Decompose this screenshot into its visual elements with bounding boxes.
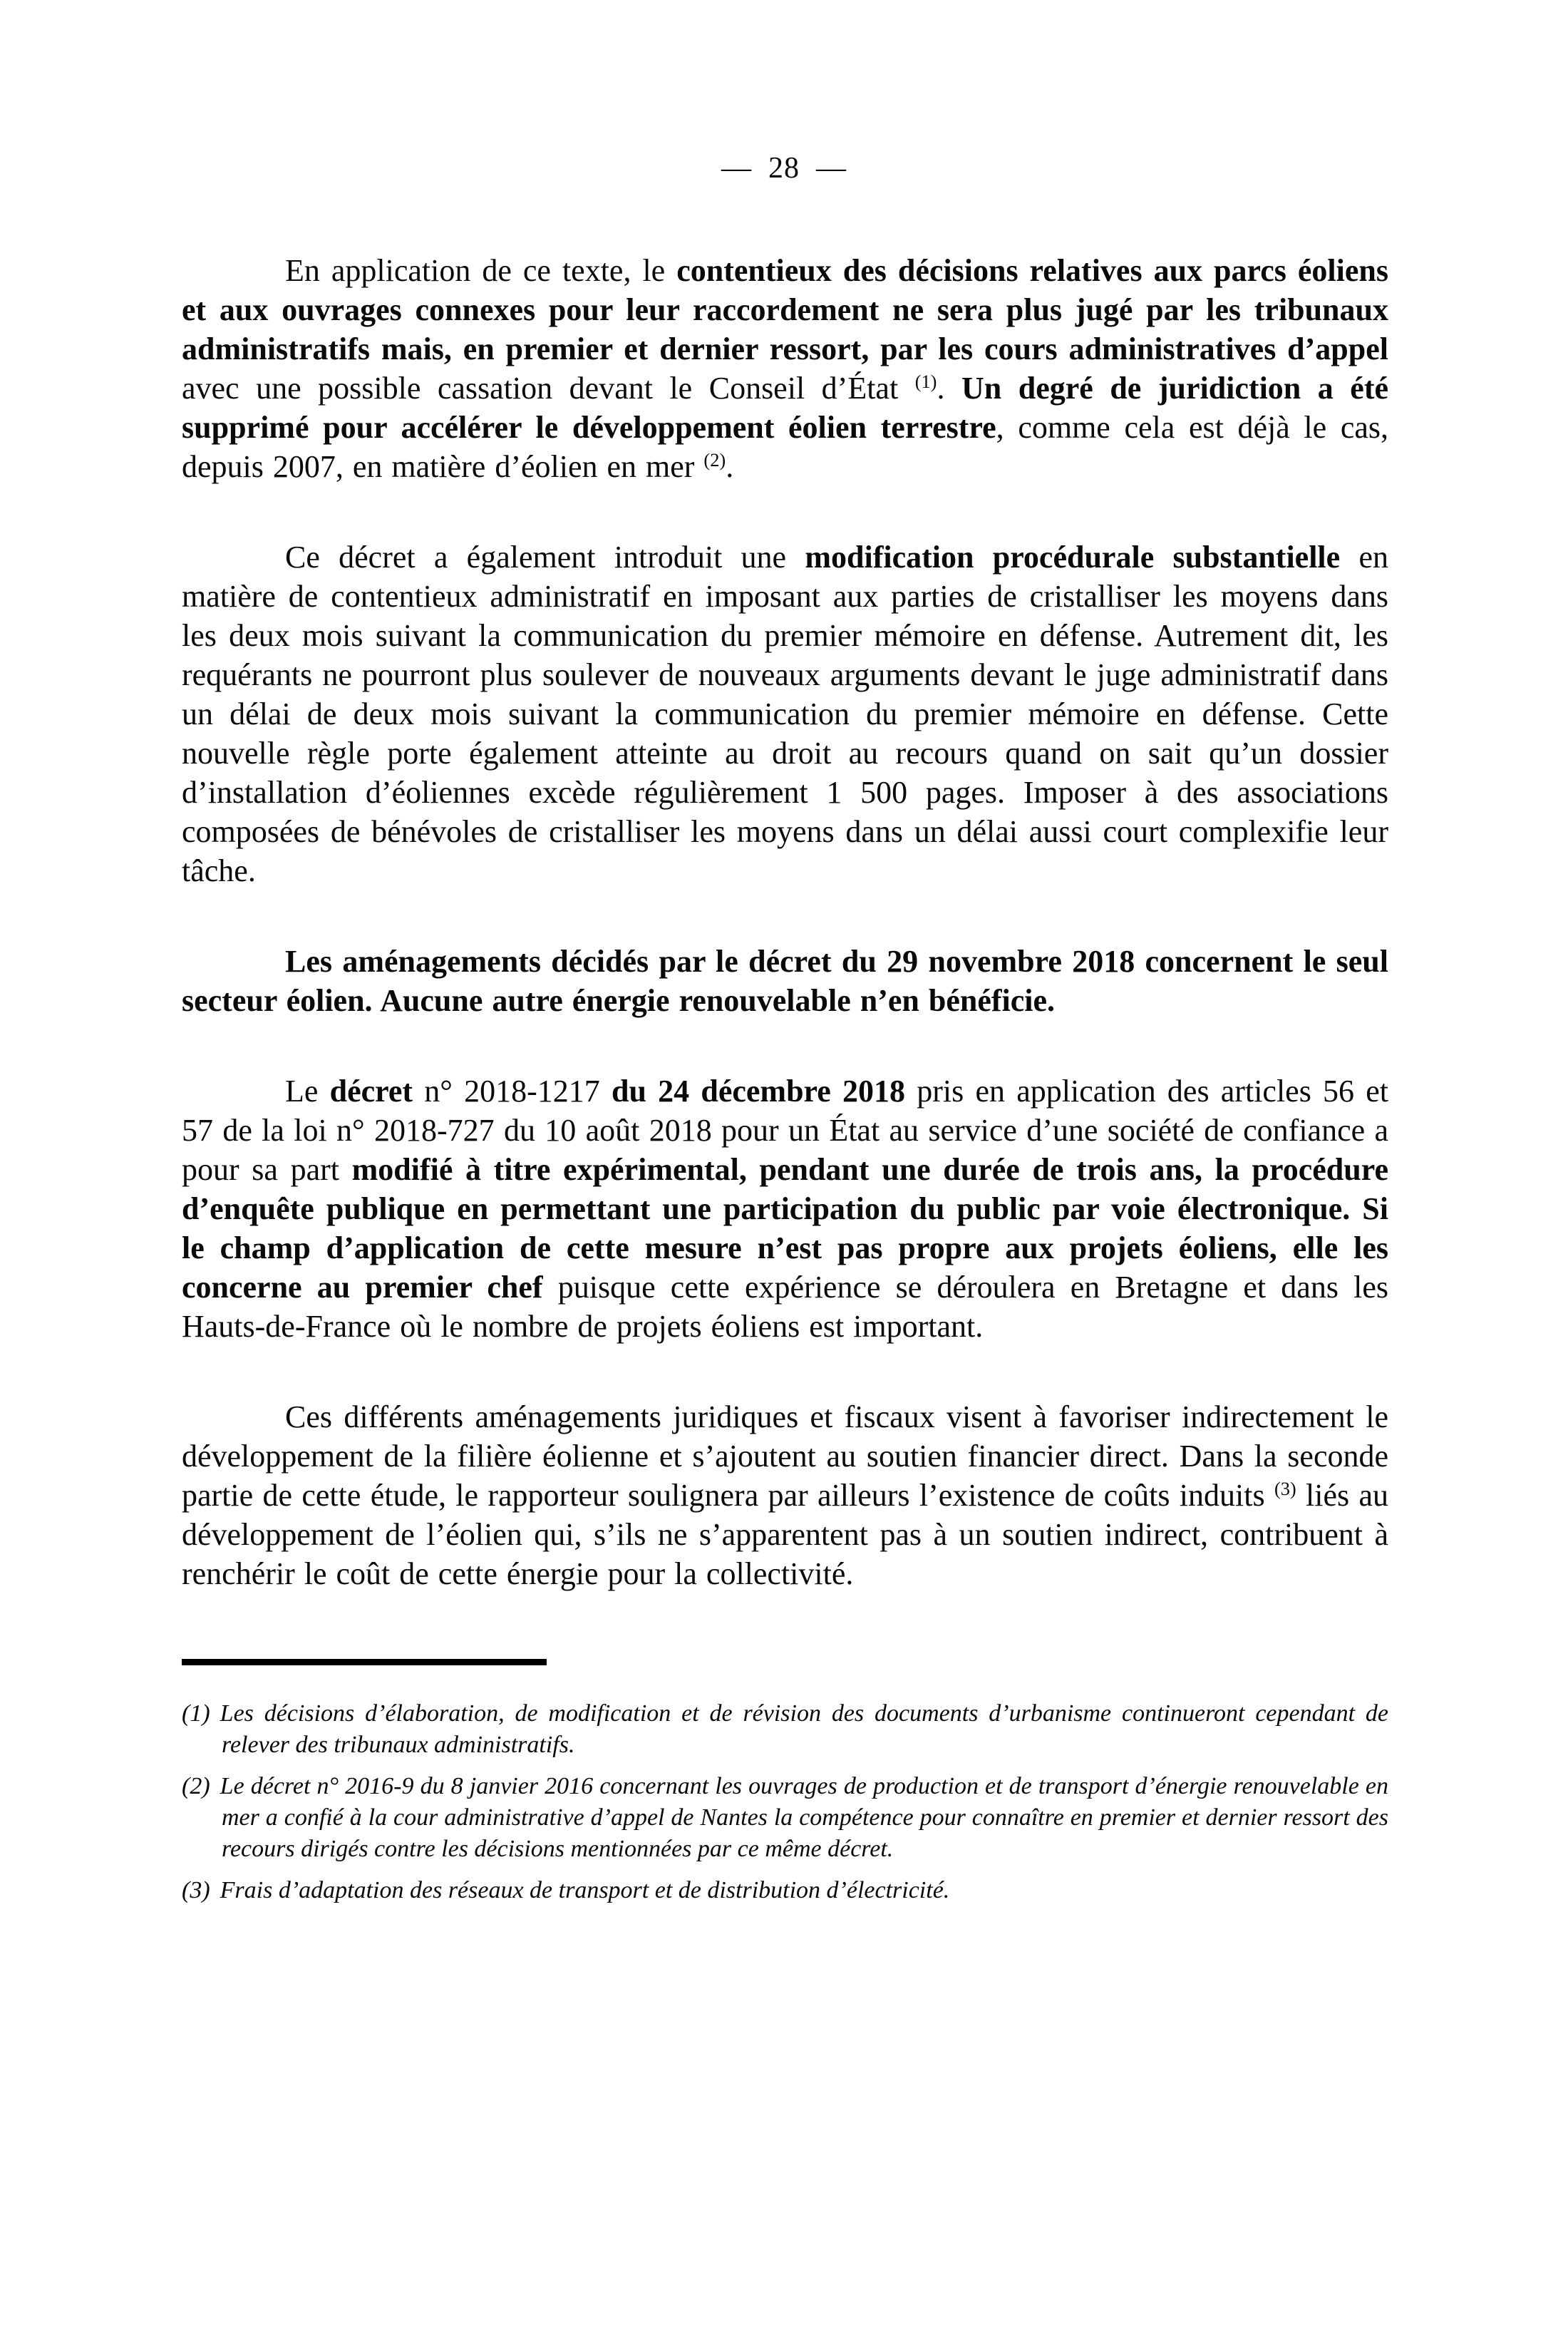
page-number: — 28 — <box>721 152 847 185</box>
footnote-2 <box>182 1771 1388 1865</box>
body-paragraph-2: Ce décret a également introduit une modification procédurale substantielle en matière de contentieux administratif en imposant aux parties de cristalliser les moyens dans les deux mois suivant la communication du premier mémoire en défense. Autrement dit, les requérants ne pourront plus soulever de nouveaux arguments devant le juge administratif dans un délai de deux mois suivant la communication du premier mémoire en défense. Cette nouvelle règle porte également atteinte au droit au recours quand on sait qu’un dossier d’installation d’éoliennes excède régulièrement 1 500 pages. Imposer à des associations composées de bénévoles de cristalliser les moyens dans un délai aussi court complexifie leur tâche. <box>182 540 1388 888</box>
footnote-2-marker: (2) <box>182 1773 210 1799</box>
footnote-2-text: Le décret n° 2016-9 du 8 janvier 2016 concernant les ouvrages de production et de transport d’énergie renouvelable en mer a confié à la cour administrative d’appel de Nantes la compétence pour connaître en premier et dernier ressort des recours dirigés contre les décisions mentionnées par ce même décret. <box>220 1773 1388 1862</box>
body-paragraph-5: Ces différents aménagements juridiques et fiscaux visent à favoriser indirectement le développement de la filière éolienne et s’ajoutent au soutien financier direct. Dans la seconde partie de cette étude, le rapporteur soulignera par ailleurs l’existence de coûts induits $^{(3)}$ liés au développement de l’éolien qui, s’ils ne s’apparentent pas à un soutien indirect, contribuent à renchérir le coût de cette énergie pour la collectivité. <box>182 1399 1388 1591</box>
footnote-3-marker: (3) <box>182 1877 210 1903</box>
body-paragraph-3: Les aménagements décidés par le décret du 29 novembre 2018 concernent le seul secteur éolien. Aucune autre énergie renouvelable n’en bénéficie. <box>182 944 1388 1018</box>
footnote-1-marker: (1) <box>182 1700 210 1727</box>
page-content <box>182 251 1388 1916</box>
footnote-3-text: Frais d’adaptation des réseaux de transport et de distribution d’électricité. <box>220 1877 950 1903</box>
footnote-3 <box>182 1875 1388 1906</box>
footnote-separator-rule <box>182 1659 547 1665</box>
body-paragraph-1: En application de ce texte, le contentieux des décisions relatives aux parcs éoliens et aux ouvrages connexes pour leur raccordement ne sera plus jugé par les tribunaux administratifs mais, en premier et dernier ressort, par les cours administratives d’appel avec une possible cassation devant le Conseil d’État $^{(1)}$. Un degré de juridiction a été supprimé pour accélérer le développement éolien terrestre, comme cela est déjà le cas, depuis 2007, en matière d’éolien en mer $^{(2)}$. <box>182 253 1389 484</box>
body-paragraph-4: Le décret n° 2018-1217 du 24 décembre 2018 pris en application des articles 56 et 57 de la loi n° 2018-727 du 10 août 2018 pour un État au service d’une société de confiance a pour sa part modifié à titre expérimental, pendant une durée de trois ans, la procédure d’enquête publique en permettant une participation du public par voie électronique. Si le champ d’application de cette mesure n’est pas propre aux projets éoliens, elle les concerne au premier chef puisque cette expérience se déroulera en Bretagne et dans les Hauts-de-France où le nombre de projets éoliens est important. <box>182 1074 1389 1344</box>
footnote-1-text: Les décisions d’élaboration, de modification et de révision des documents d’urbanisme continueront cependant de relever des tribunaux administratifs. <box>220 1700 1388 1758</box>
footnote-1 <box>182 1698 1388 1761</box>
